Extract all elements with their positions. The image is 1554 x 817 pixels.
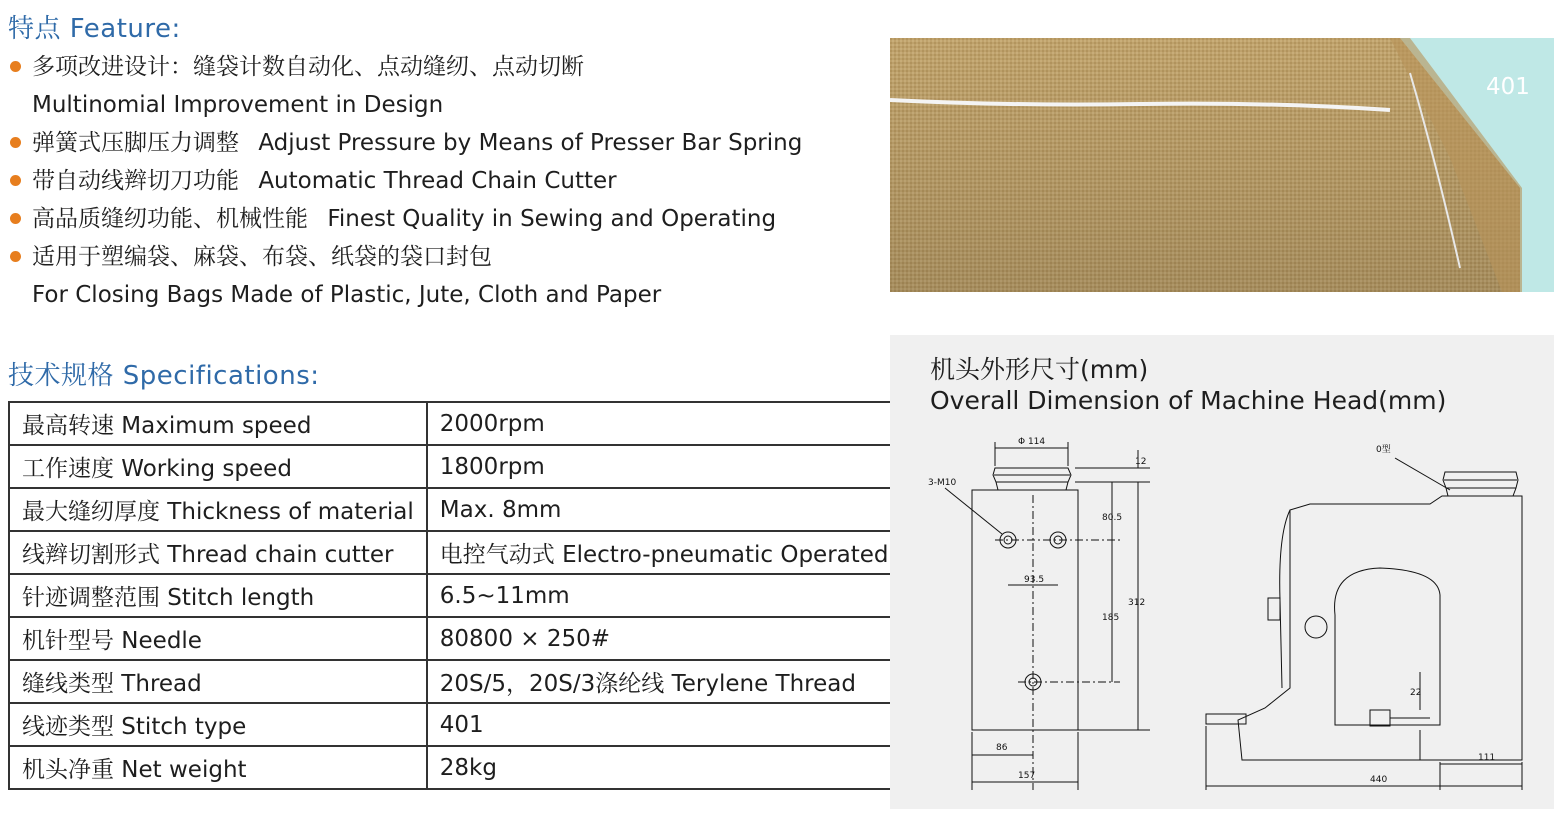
spec-label: 最大缝纫厚度 Thickness of material (9, 488, 427, 531)
feature-heading: 特点 Feature: (8, 14, 181, 44)
spec-value: 80800 × 250# (427, 617, 902, 660)
bullet-icon (10, 213, 21, 224)
spec-heading: 技术规格 Specifications: (8, 361, 320, 391)
feature-en: Automatic Thread Chain Cutter (258, 168, 617, 194)
table-row (9, 531, 902, 574)
dim-label: 185 (1102, 613, 1120, 623)
table-row (9, 617, 902, 660)
spec-label: 机头净重 Net weight (9, 746, 427, 789)
spec-label: 线辫切割形式 Thread chain cutter (9, 531, 427, 574)
table-row (9, 703, 902, 746)
machine-head-drawing (890, 420, 1554, 809)
feature-item (8, 238, 868, 314)
feature-en: Adjust Pressure by Means of Presser Bar Spring (258, 130, 803, 156)
dim-label: 3-M10 (928, 478, 957, 488)
dim-label: 312 (1128, 598, 1146, 608)
spec-label: 工作速度 Working speed (9, 445, 427, 488)
spec-value: 1800rpm (427, 445, 902, 488)
spec-value: 20S/5，20S/3涤纶线 Terylene Thread (427, 660, 902, 703)
spec-label: 针迹调整范围 Stitch length (9, 574, 427, 617)
dim-label: 12 (1135, 457, 1147, 467)
table-row (9, 660, 902, 703)
spec-label: 机针型号 Needle (9, 617, 427, 660)
pulley-front (993, 468, 1071, 490)
fabric-photo-illustration (890, 38, 1554, 292)
dim-label: 111 (1478, 753, 1496, 763)
bullet-icon (10, 61, 21, 72)
stitch-type-tag: 401 (1486, 74, 1530, 100)
spec-label: 最高转速 Maximum speed (9, 402, 427, 445)
bullet-icon (10, 175, 21, 186)
table-row (9, 574, 902, 617)
dim-label: 157 (1018, 771, 1036, 781)
spec-value: 28kg (427, 746, 902, 789)
dim-label: 80.5 (1102, 513, 1123, 523)
feature-item (8, 48, 868, 124)
spec-label: 缝线类型 Thread (9, 660, 427, 703)
table-row (9, 445, 902, 488)
pulley-side (1443, 472, 1518, 496)
feature-item (8, 200, 868, 238)
spec-table (8, 401, 903, 790)
feature-en: Finest Quality in Sewing and Operating (327, 206, 777, 232)
spec-value: Max. 8mm (427, 488, 902, 531)
dim-label: 93.5 (1024, 575, 1045, 585)
table-row (9, 488, 902, 531)
bullet-icon (10, 251, 21, 262)
feature-item (8, 124, 868, 162)
dim-label: 86 (996, 743, 1008, 753)
spec-label: 线迹类型 Stitch type (9, 703, 427, 746)
feature-list (8, 48, 868, 314)
spec-value: 电控气动式 Electro-pneumatic Operated (427, 531, 902, 574)
feature-zh: 多项改进设计：缝袋计数自动化、点动缝纫、点动切断 (32, 54, 584, 80)
dim-label: 440 (1370, 775, 1388, 785)
dim-label: 0型 (1376, 445, 1391, 455)
table-row (9, 746, 902, 789)
table-row (9, 402, 902, 445)
spec-value: 401 (427, 703, 902, 746)
feature-en: For Closing Bags Made of Plastic, Jute, Cloth and Paper (32, 282, 662, 308)
dim-label: 22 (1410, 688, 1422, 698)
feature-zh: 带自动线辫切刀功能 (32, 168, 239, 194)
dimension-title-zh: 机头外形尺寸(mm) (930, 355, 1149, 384)
feature-item (8, 162, 868, 200)
dimension-title-en: Overall Dimension of Machine Head(mm) (930, 386, 1447, 415)
spec-value: 2000rpm (427, 402, 902, 445)
feature-zh: 高品质缝纫功能、机械性能 (32, 206, 308, 232)
feature-zh: 弹簧式压脚压力调整 (32, 130, 239, 156)
front-view-body (972, 490, 1078, 730)
spec-value: 6.5~11mm (427, 574, 902, 617)
feature-zh: 适用于塑编袋、麻袋、布袋、纸袋的袋口封包 (32, 244, 492, 270)
stitch-sample-photo (890, 38, 1554, 292)
dim-label: Φ 114 (1018, 437, 1046, 447)
side-view-opening (1335, 568, 1440, 725)
feature-en: Multinomial Improvement in Design (32, 92, 444, 118)
bullet-icon (10, 137, 21, 148)
